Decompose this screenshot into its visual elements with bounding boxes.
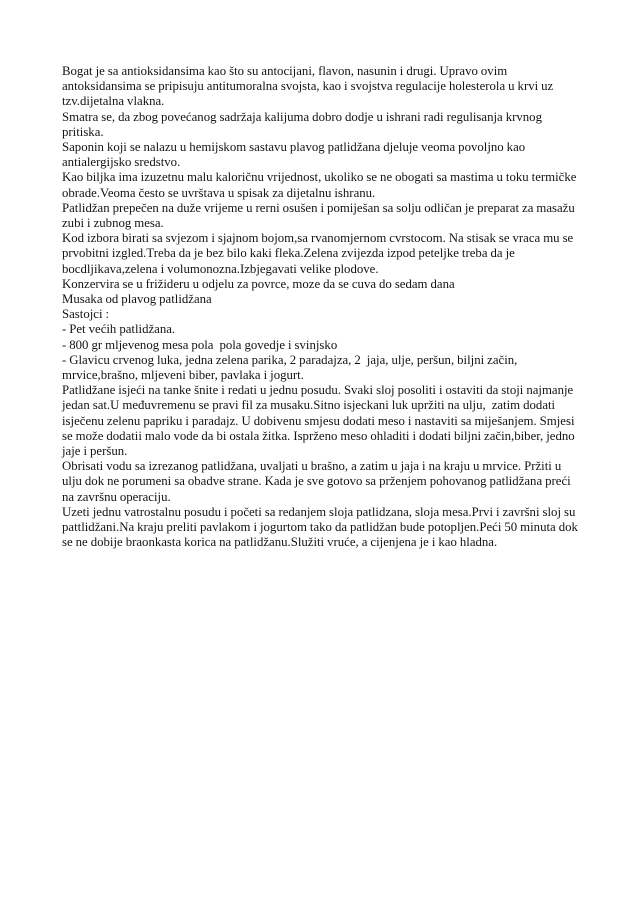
intro-paragraph-saponin: Saponin koji se nalazu u hemijskom sastavu plavog patlidžana djeluje veoma povoljno kao antialergijsko sredstvo.: [62, 140, 529, 170]
ingredient-item-vegetables: - Glavicu crvenog luka, jedna zelena parika, 2 paradajza, 2 jaja, ulje, peršun, biljni začin, mrvice,brašno, mljeveni biber, pavlaka i jogurt.: [62, 352, 521, 383]
instruction-paragraph-prepare: Patlidžane isjeći na tanke šnite i redati u jednu posudu. Svaki sloj posoliti i ostaviti da stoji najmanje jedan sat.U međuvremenu se pravi fil za musaku.Sitno isjeckani luk upržiti na ulju, zatim dodati isječenu zelenu papriku i paradajz. U dobivenu smjesu dodati meso i nastaviti sa miješanjem. Smjesi se može dodatii malo vode da bi ostala žitka. Isprženo meso ohladiti i dodati biljni začin,biber, jedno jaje i peršun.: [62, 383, 581, 459]
intro-paragraph-toothpaste: Patlidžan prepečen na duže vrijeme u rerni osušen i pomiješan sa solju odličan je preparat za masažu zubi i zubnog mesa.: [62, 200, 578, 231]
instruction-paragraph-frying: Obrisati vodu sa izrezanog patlidžana, uvaljati u brašno, a zatim u jaja i na kraju u mrvice. Pržiti u ulju dok ne porumeni sa obadve strane. Kada je sve gotovo sa prženjem pohovanog patlidžana preći na završnu operaciju.: [62, 459, 574, 504]
recipe-title: Musaka od plavog patlidžana: [62, 292, 212, 307]
intro-paragraph-storage: Konzervira se u frižideru u odjelu za povrce, moze da se cuva do sedam dana: [62, 276, 455, 291]
ingredient-item-meat: - 800 gr mljevenog mesa pola pola govedje i svinjsko: [62, 337, 338, 352]
ingredients-heading: Sastojci :: [62, 307, 110, 322]
ingredient-item-eggplants: - Pet većih patlidžana.: [62, 322, 176, 337]
instruction-paragraph-baking: Uzeti jednu vatrostalnu posudu i početi sa redanjem sloja patlidzana, sloja mesa.Prvi i završni sloj su pattlidžani.Na kraju preliti pavlakom i jogurtom tako da patlidžan bude potopljen.Peći 50 minuta dok se ne dobije braonkasta korica na patlidžanu.Služiti vruće, a cijenjena je i kao hladna.: [62, 504, 581, 550]
intro-paragraph-antioxidants: Bogat je sa antioksidansima kao što su antocijani, flavon, nasunin i drugi. Upravo ovim antoksidansima se pripisuju antitumoralna svojsta, kao i svojstva regulacije holesterola u krvi uz tzv.dijetalna vlakna.: [62, 64, 557, 109]
intro-paragraph-selection: Kod izbora birati sa svjezom i sjajnom bojom,sa rvanomjernom cvrstocom. Na stisak se vraca mu se prvobitni izgled.Treba da je bez bilo kaki fleka.Zelena zvijezda izpod peteljke treba da je bocdljikava,zelena i volumonozna.Izbjegavati velike plodove.: [62, 231, 577, 276]
document-content: [62, 64, 581, 551]
intro-paragraph-potassium: Smatra se, da zbog povećanog sadržaja kalijuma dobro dodje u ishrani radi regulisanja krvnog pritiska.: [62, 109, 545, 139]
intro-paragraph-calories: Kao biljka ima izuzetnu malu kaloričnu vrijednost, ukoliko se ne obogati sa mastima u toku termičke obrade.Veoma često se uvrštava u spisak za dijetalnu ishranu.: [62, 170, 580, 200]
